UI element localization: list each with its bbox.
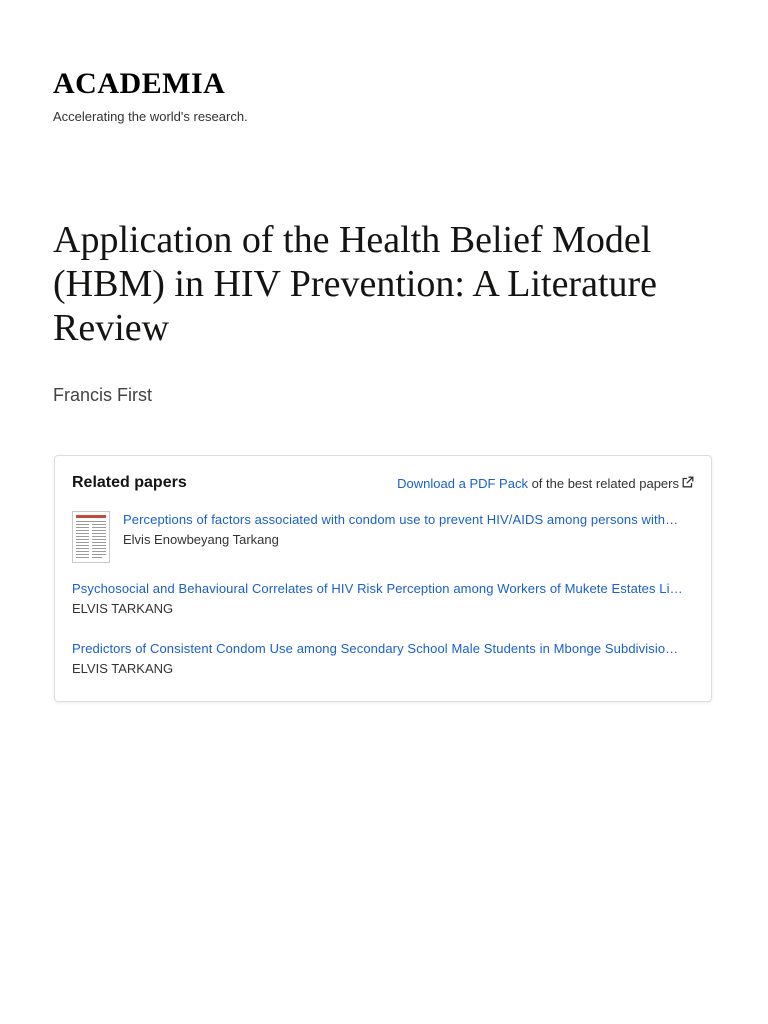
- paper-text: [72, 640, 696, 677]
- paper-text: [123, 511, 696, 548]
- pdf-pack-line: [397, 476, 694, 492]
- paper-author: Elvis Enowbeyang Tarkang: [123, 532, 279, 547]
- pdf-pack-suffix: of the best related papers: [527, 476, 679, 491]
- academia-logo[interactable]: ACADEMIA: [53, 67, 226, 100]
- document-title: Application of the Health Belief Model (HBM) in HIV Prevention: A Literature Review: [53, 219, 658, 349]
- download-pdf-pack-link[interactable]: Download a PDF Pack: [397, 476, 528, 491]
- paper-author: ELVIS TARKANG: [72, 601, 174, 616]
- external-link-icon[interactable]: [681, 476, 694, 489]
- paper-title-link[interactable]: Perceptions of factors associated with condom use to prevent HIV/AIDS among persons with…: [123, 512, 679, 527]
- document-author: Francis First: [53, 385, 152, 405]
- paper-thumbnail[interactable]: [72, 511, 110, 563]
- brand-header: [53, 66, 248, 125]
- paper-author: ELVIS TARKANG: [72, 661, 174, 676]
- related-papers-heading: Related papers: [72, 474, 187, 491]
- paper-title-link[interactable]: Predictors of Consistent Condom Use among Secondary School Male Students in Mbonge Subdivisio…: [72, 641, 679, 656]
- paper-title-link[interactable]: Psychosocial and Behavioural Correlates of HIV Risk Perception among Workers of Mukete Estates Li…: [72, 581, 683, 596]
- tagline: Accelerating the world's research.: [53, 109, 248, 124]
- related-papers-panel: [54, 455, 712, 702]
- paper-text: [72, 580, 696, 617]
